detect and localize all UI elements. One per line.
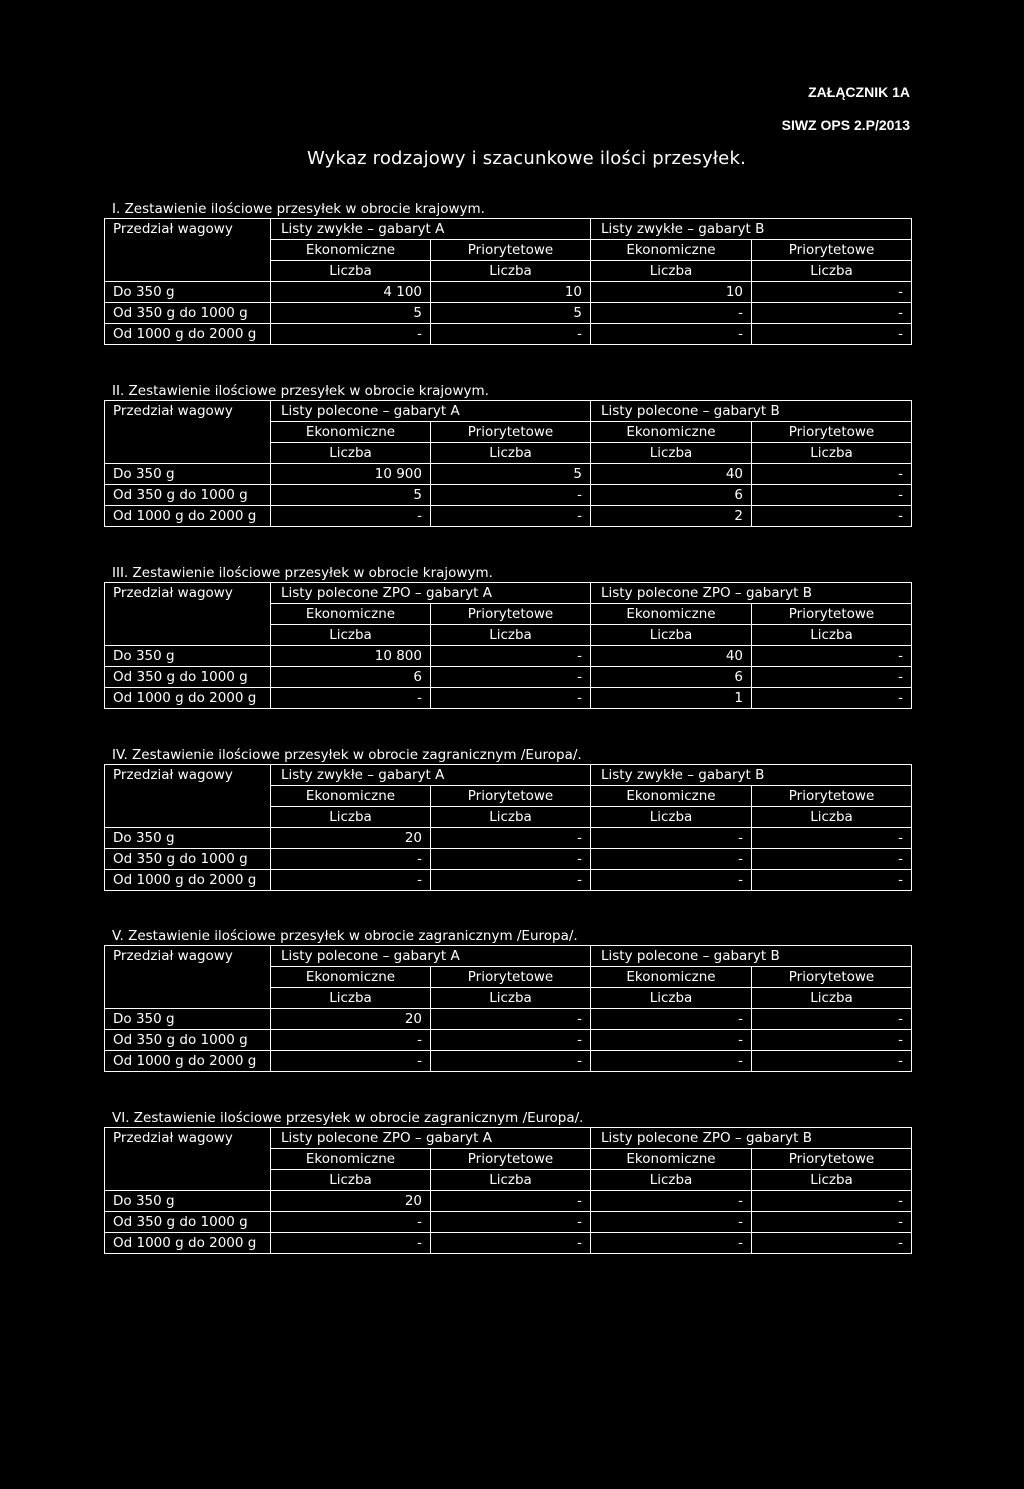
value-cell: - bbox=[431, 324, 591, 345]
count-header: Liczba bbox=[431, 625, 591, 646]
count-header: Liczba bbox=[271, 1170, 431, 1191]
table-header-row bbox=[105, 219, 912, 240]
value-cell: 40 bbox=[591, 464, 752, 485]
shipment-table bbox=[104, 218, 912, 345]
table-row bbox=[105, 849, 912, 870]
value-cell: - bbox=[271, 1233, 431, 1254]
weight-range-cell: Do 350 g bbox=[105, 828, 271, 849]
group-a-header: Listy zwykłe – gabaryt A bbox=[271, 219, 591, 240]
empty-cell bbox=[105, 807, 271, 828]
table-row bbox=[105, 1212, 912, 1233]
count-header: Liczba bbox=[431, 807, 591, 828]
value-cell: - bbox=[752, 849, 912, 870]
value-cell: 1 bbox=[591, 688, 752, 709]
value-cell: - bbox=[752, 688, 912, 709]
group-b-header: Listy zwykłe – gabaryt B bbox=[591, 765, 912, 786]
section-heading: IV. Zestawienie ilościowe przesyłek w obrocie zagranicznym /Europa/. bbox=[112, 747, 582, 763]
shipment-table bbox=[104, 1127, 912, 1254]
econ-header: Ekonomiczne bbox=[591, 240, 752, 261]
value-cell: - bbox=[752, 282, 912, 303]
econ-header: Ekonomiczne bbox=[271, 422, 431, 443]
econ-header: Ekonomiczne bbox=[271, 967, 431, 988]
value-cell: - bbox=[591, 303, 752, 324]
shipment-table bbox=[104, 400, 912, 527]
value-cell: - bbox=[431, 485, 591, 506]
count-header: Liczba bbox=[752, 625, 912, 646]
table-header-row bbox=[105, 765, 912, 786]
value-cell: - bbox=[752, 1009, 912, 1030]
count-header: Liczba bbox=[752, 443, 912, 464]
value-cell: 20 bbox=[271, 828, 431, 849]
value-cell: 10 bbox=[591, 282, 752, 303]
table-row bbox=[105, 282, 912, 303]
table-row bbox=[105, 688, 912, 709]
value-cell: - bbox=[271, 849, 431, 870]
prio-header: Priorytetowe bbox=[752, 786, 912, 807]
count-header: Liczba bbox=[752, 988, 912, 1009]
value-cell: - bbox=[591, 828, 752, 849]
value-cell: - bbox=[591, 1030, 752, 1051]
weight-range-cell: Do 350 g bbox=[105, 646, 271, 667]
empty-cell bbox=[105, 1170, 271, 1191]
value-cell: - bbox=[591, 1191, 752, 1212]
document-title: Wykaz rodzajowy i szacunkowe ilości przesyłek. bbox=[307, 148, 747, 169]
value-cell: - bbox=[752, 464, 912, 485]
value-cell: - bbox=[431, 1030, 591, 1051]
value-cell: - bbox=[591, 849, 752, 870]
table-row bbox=[105, 646, 912, 667]
count-header: Liczba bbox=[271, 807, 431, 828]
weight-range-cell: Do 350 g bbox=[105, 464, 271, 485]
table-subheader-row bbox=[105, 422, 912, 443]
count-header: Liczba bbox=[271, 988, 431, 1009]
group-b-header: Listy polecone – gabaryt B bbox=[591, 401, 912, 422]
section-5 bbox=[104, 927, 912, 1072]
econ-header: Ekonomiczne bbox=[591, 1149, 752, 1170]
table-header-row bbox=[105, 401, 912, 422]
value-cell: - bbox=[752, 324, 912, 345]
table-count-row bbox=[105, 625, 912, 646]
value-cell: - bbox=[271, 870, 431, 891]
count-header: Liczba bbox=[591, 988, 752, 1009]
value-cell: - bbox=[431, 870, 591, 891]
value-cell: - bbox=[431, 849, 591, 870]
prio-header: Priorytetowe bbox=[752, 604, 912, 625]
value-cell: - bbox=[431, 1191, 591, 1212]
empty-cell bbox=[105, 1149, 271, 1170]
value-cell: - bbox=[752, 870, 912, 891]
value-cell: 5 bbox=[431, 303, 591, 324]
value-cell: - bbox=[752, 485, 912, 506]
value-cell: - bbox=[431, 667, 591, 688]
econ-header: Ekonomiczne bbox=[271, 604, 431, 625]
table-count-row bbox=[105, 807, 912, 828]
count-header: Liczba bbox=[591, 443, 752, 464]
weight-range-header: Przedział wagowy bbox=[105, 219, 271, 240]
empty-cell bbox=[105, 240, 271, 261]
prio-header: Priorytetowe bbox=[431, 786, 591, 807]
empty-cell bbox=[105, 422, 271, 443]
table-row bbox=[105, 1191, 912, 1212]
section-2 bbox=[104, 382, 912, 527]
count-header: Liczba bbox=[591, 807, 752, 828]
table-row bbox=[105, 303, 912, 324]
value-cell: - bbox=[752, 1030, 912, 1051]
weight-range-cell: Od 1000 g do 2000 g bbox=[105, 1233, 271, 1254]
table-subheader-row bbox=[105, 967, 912, 988]
table-row bbox=[105, 828, 912, 849]
value-cell: - bbox=[271, 1030, 431, 1051]
empty-cell bbox=[105, 967, 271, 988]
table-subheader-row bbox=[105, 786, 912, 807]
value-cell: - bbox=[752, 828, 912, 849]
value-cell: - bbox=[271, 324, 431, 345]
value-cell: 20 bbox=[271, 1009, 431, 1030]
prio-header: Priorytetowe bbox=[752, 422, 912, 443]
weight-range-cell: Do 350 g bbox=[105, 1191, 271, 1212]
weight-range-cell: Od 350 g do 1000 g bbox=[105, 303, 271, 324]
section-heading: VI. Zestawienie ilościowe przesyłek w obrocie zagranicznym /Europa/. bbox=[112, 1110, 584, 1126]
count-header: Liczba bbox=[271, 625, 431, 646]
value-cell: - bbox=[431, 688, 591, 709]
value-cell: 2 bbox=[591, 506, 752, 527]
value-cell: - bbox=[752, 1233, 912, 1254]
empty-cell bbox=[105, 625, 271, 646]
value-cell: - bbox=[431, 506, 591, 527]
empty-cell bbox=[105, 786, 271, 807]
value-cell: 10 bbox=[431, 282, 591, 303]
count-header: Liczba bbox=[752, 1170, 912, 1191]
table-subheader-row bbox=[105, 604, 912, 625]
value-cell: - bbox=[271, 688, 431, 709]
section-6 bbox=[104, 1109, 912, 1254]
table-row bbox=[105, 324, 912, 345]
table-row bbox=[105, 1009, 912, 1030]
econ-header: Ekonomiczne bbox=[271, 786, 431, 807]
group-a-header: Listy polecone – gabaryt A bbox=[271, 401, 591, 422]
value-cell: - bbox=[752, 1191, 912, 1212]
reference-number: SIWZ OPS 2.P/2013 bbox=[781, 117, 910, 133]
value-cell: - bbox=[752, 506, 912, 527]
value-cell: 40 bbox=[591, 646, 752, 667]
empty-cell bbox=[105, 443, 271, 464]
table-count-row bbox=[105, 1170, 912, 1191]
weight-range-cell: Od 1000 g do 2000 g bbox=[105, 1051, 271, 1072]
econ-header: Ekonomiczne bbox=[591, 786, 752, 807]
count-header: Liczba bbox=[591, 625, 752, 646]
count-header: Liczba bbox=[752, 261, 912, 282]
value-cell: 20 bbox=[271, 1191, 431, 1212]
section-4 bbox=[104, 746, 912, 891]
table-count-row bbox=[105, 443, 912, 464]
econ-header: Ekonomiczne bbox=[591, 422, 752, 443]
value-cell: 6 bbox=[271, 667, 431, 688]
table-header-row bbox=[105, 946, 912, 967]
count-header: Liczba bbox=[271, 443, 431, 464]
table-row bbox=[105, 506, 912, 527]
attachment-label: ZAŁĄCZNIK 1A bbox=[808, 84, 910, 100]
value-cell: 5 bbox=[271, 303, 431, 324]
count-header: Liczba bbox=[431, 1170, 591, 1191]
prio-header: Priorytetowe bbox=[431, 967, 591, 988]
empty-cell bbox=[105, 604, 271, 625]
econ-header: Ekonomiczne bbox=[271, 240, 431, 261]
value-cell: - bbox=[431, 1009, 591, 1030]
weight-range-header: Przedział wagowy bbox=[105, 401, 271, 422]
shipment-table bbox=[104, 582, 912, 709]
group-b-header: Listy polecone – gabaryt B bbox=[591, 946, 912, 967]
prio-header: Priorytetowe bbox=[752, 1149, 912, 1170]
value-cell: - bbox=[752, 646, 912, 667]
value-cell: 5 bbox=[271, 485, 431, 506]
weight-range-cell: Od 1000 g do 2000 g bbox=[105, 506, 271, 527]
value-cell: 10 800 bbox=[271, 646, 431, 667]
value-cell: - bbox=[431, 1212, 591, 1233]
section-heading: I. Zestawienie ilościowe przesyłek w obrocie krajowym. bbox=[112, 201, 485, 217]
table-count-row bbox=[105, 261, 912, 282]
count-header: Liczba bbox=[591, 261, 752, 282]
value-cell: - bbox=[591, 324, 752, 345]
weight-range-cell: Od 350 g do 1000 g bbox=[105, 667, 271, 688]
section-heading: V. Zestawienie ilościowe przesyłek w obrocie zagranicznym /Europa/. bbox=[112, 928, 578, 944]
value-cell: - bbox=[431, 1233, 591, 1254]
weight-range-cell: Do 350 g bbox=[105, 282, 271, 303]
count-header: Liczba bbox=[431, 261, 591, 282]
count-header: Liczba bbox=[752, 807, 912, 828]
shipment-table bbox=[104, 764, 912, 891]
value-cell: - bbox=[591, 1051, 752, 1072]
table-count-row bbox=[105, 988, 912, 1009]
group-b-header: Listy zwykłe – gabaryt B bbox=[591, 219, 912, 240]
value-cell: 6 bbox=[591, 667, 752, 688]
prio-header: Priorytetowe bbox=[752, 240, 912, 261]
weight-range-cell: Od 350 g do 1000 g bbox=[105, 1030, 271, 1051]
weight-range-header: Przedział wagowy bbox=[105, 1128, 271, 1149]
empty-cell bbox=[105, 988, 271, 1009]
group-a-header: Listy polecone ZPO – gabaryt A bbox=[271, 1128, 591, 1149]
weight-range-header: Przedział wagowy bbox=[105, 946, 271, 967]
table-subheader-row bbox=[105, 1149, 912, 1170]
table-row bbox=[105, 667, 912, 688]
value-cell: - bbox=[591, 1212, 752, 1233]
section-3 bbox=[104, 564, 912, 709]
weight-range-cell: Od 350 g do 1000 g bbox=[105, 485, 271, 506]
group-b-header: Listy polecone ZPO – gabaryt B bbox=[591, 1128, 912, 1149]
table-row bbox=[105, 1051, 912, 1072]
group-a-header: Listy zwykłe – gabaryt A bbox=[271, 765, 591, 786]
value-cell: - bbox=[271, 1051, 431, 1072]
group-a-header: Listy polecone ZPO – gabaryt A bbox=[271, 583, 591, 604]
value-cell: - bbox=[591, 870, 752, 891]
weight-range-cell: Od 1000 g do 2000 g bbox=[105, 324, 271, 345]
value-cell: 4 100 bbox=[271, 282, 431, 303]
count-header: Liczba bbox=[271, 261, 431, 282]
weight-range-cell: Od 350 g do 1000 g bbox=[105, 1212, 271, 1233]
weight-range-header: Przedział wagowy bbox=[105, 583, 271, 604]
empty-cell bbox=[105, 261, 271, 282]
value-cell: 5 bbox=[431, 464, 591, 485]
table-row bbox=[105, 1233, 912, 1254]
section-1 bbox=[104, 200, 912, 345]
prio-header: Priorytetowe bbox=[431, 240, 591, 261]
prio-header: Priorytetowe bbox=[431, 604, 591, 625]
value-cell: - bbox=[271, 506, 431, 527]
value-cell: - bbox=[271, 1212, 431, 1233]
table-subheader-row bbox=[105, 240, 912, 261]
table-row bbox=[105, 464, 912, 485]
econ-header: Ekonomiczne bbox=[591, 967, 752, 988]
value-cell: - bbox=[431, 1051, 591, 1072]
value-cell: - bbox=[752, 1051, 912, 1072]
value-cell: - bbox=[431, 828, 591, 849]
econ-header: Ekonomiczne bbox=[591, 604, 752, 625]
table-row bbox=[105, 870, 912, 891]
econ-header: Ekonomiczne bbox=[271, 1149, 431, 1170]
count-header: Liczba bbox=[431, 443, 591, 464]
table-header-row bbox=[105, 583, 912, 604]
weight-range-cell: Do 350 g bbox=[105, 1009, 271, 1030]
weight-range-header: Przedział wagowy bbox=[105, 765, 271, 786]
value-cell: - bbox=[752, 667, 912, 688]
group-b-header: Listy polecone ZPO – gabaryt B bbox=[591, 583, 912, 604]
value-cell: - bbox=[431, 646, 591, 667]
count-header: Liczba bbox=[591, 1170, 752, 1191]
table-header-row bbox=[105, 1128, 912, 1149]
table-row bbox=[105, 485, 912, 506]
section-heading: II. Zestawienie ilościowe przesyłek w obrocie krajowym. bbox=[112, 383, 489, 399]
group-a-header: Listy polecone – gabaryt A bbox=[271, 946, 591, 967]
prio-header: Priorytetowe bbox=[431, 1149, 591, 1170]
weight-range-cell: Od 1000 g do 2000 g bbox=[105, 870, 271, 891]
value-cell: - bbox=[752, 303, 912, 324]
prio-header: Priorytetowe bbox=[431, 422, 591, 443]
prio-header: Priorytetowe bbox=[752, 967, 912, 988]
value-cell: - bbox=[591, 1233, 752, 1254]
section-heading: III. Zestawienie ilościowe przesyłek w obrocie krajowym. bbox=[112, 565, 493, 581]
weight-range-cell: Od 1000 g do 2000 g bbox=[105, 688, 271, 709]
value-cell: - bbox=[591, 1009, 752, 1030]
table-row bbox=[105, 1030, 912, 1051]
value-cell: 6 bbox=[591, 485, 752, 506]
value-cell: - bbox=[752, 1212, 912, 1233]
count-header: Liczba bbox=[431, 988, 591, 1009]
shipment-table bbox=[104, 945, 912, 1072]
document-header bbox=[782, 84, 910, 133]
value-cell: 10 900 bbox=[271, 464, 431, 485]
weight-range-cell: Od 350 g do 1000 g bbox=[105, 849, 271, 870]
